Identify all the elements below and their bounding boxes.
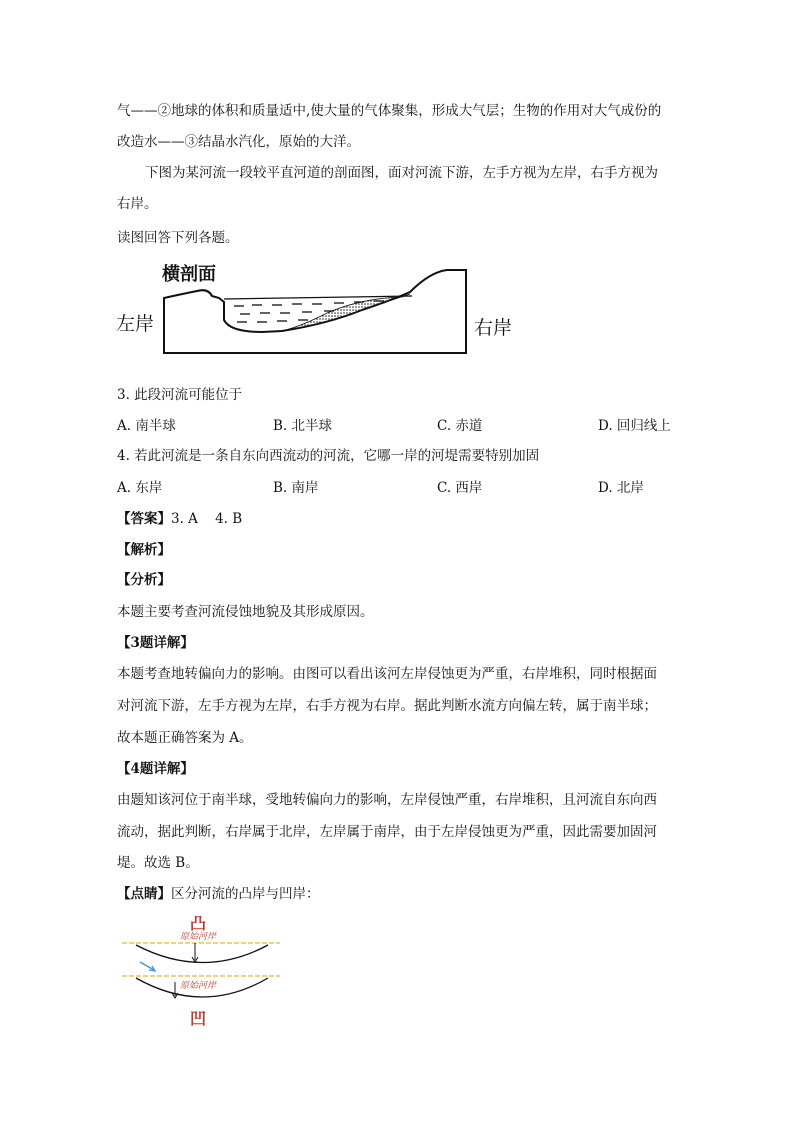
- figure-title: 横剖面: [162, 264, 216, 285]
- flow-arrow: [140, 962, 154, 970]
- detail-3-heading: 【3题详解】: [117, 635, 194, 651]
- text-line-4: 右岸。: [117, 196, 158, 212]
- tip-text: 区分河流的凸岸与凹岸：: [171, 886, 320, 902]
- detail-4-line-1: 由题知该河位于南半球，受地转偏向力的影响，左岸侵蚀严重，右岸堆积，且河流自东向西: [117, 792, 657, 808]
- top-caption: 原始河岸: [180, 932, 217, 942]
- right-bank-label: 右岸: [474, 317, 513, 339]
- q4-option-b: B. 南岸: [273, 480, 319, 496]
- tip-row: [117, 884, 320, 904]
- convex-label: 凸: [190, 914, 207, 933]
- deposit-area: [282, 294, 410, 331]
- analysis-sub-heading: 【分析】: [117, 572, 171, 588]
- concave-label: 凹: [190, 1009, 207, 1028]
- text-line-3: 下图为某河流一段较平直河道的剖面图，面对河流下游，左手方视为左岸，右手方视为: [145, 165, 658, 181]
- convex-concave-bank-figure: [118, 912, 288, 1032]
- answer-row: [117, 509, 242, 529]
- river-cross-section-figure: [112, 258, 522, 358]
- tip-label: 【点睛】: [117, 886, 171, 902]
- text-line-2: 改造水——③结晶水汽化，原始的大洋。: [117, 134, 360, 150]
- answer-text: 3. A 4. B: [171, 511, 243, 527]
- detail-3-line-2: 对河流下游，左手方视为左岸，右手方视为右岸。据此判断水流方向偏左转，属于南半球；: [117, 698, 657, 714]
- text-line-1: 气——②地球的体积和质量适中,使大量的气体聚集，形成大气层；生物的作用对大气成份的: [117, 103, 662, 119]
- top-curve: [136, 945, 268, 963]
- question-3-stem: 3. 此段河流可能位于: [117, 387, 243, 403]
- detail-3-line-3: 故本题正确答案为 A。: [117, 730, 253, 746]
- answer-label: 【答案】: [117, 511, 171, 527]
- detail-3-line-1: 本题考查地转偏向力的影响。由图可以看出该河左岸侵蚀更为严重，右岸堆积，同时根据面: [117, 666, 657, 682]
- q3-option-a: A. 南半球: [117, 418, 176, 434]
- q3-option-b: B. 北半球: [273, 418, 333, 434]
- detail-4-line-2: 流动，据此判断，右岸属于北岸，左岸属于南岸，由于左岸侵蚀更为严重，因此需要加固河: [117, 824, 657, 840]
- left-bank-label: 左岸: [116, 313, 155, 335]
- detail-4-line-3: 堤。故选 B。: [117, 855, 199, 871]
- q3-option-c: C. 赤道: [437, 418, 483, 434]
- q3-option-d: D. 回归线上: [598, 418, 671, 434]
- q4-option-a: A. 东岸: [117, 480, 163, 496]
- analysis-text: 本题主要考查河流侵蚀地貌及其形成原因。: [117, 604, 374, 620]
- bottom-caption: 原始河岸: [180, 981, 217, 991]
- detail-4-heading: 【4题详解】: [117, 761, 194, 777]
- q4-option-c: C. 西岸: [437, 480, 483, 496]
- question-4-stem: 4. 若此河流是一条自东向西流动的河流，它哪一岸的河堤需要特别加固: [117, 448, 540, 464]
- text-line-5: 读图回答下列各题。: [117, 230, 239, 246]
- q4-option-d: D. 北岸: [598, 480, 644, 496]
- analysis-heading: 【解析】: [117, 542, 171, 558]
